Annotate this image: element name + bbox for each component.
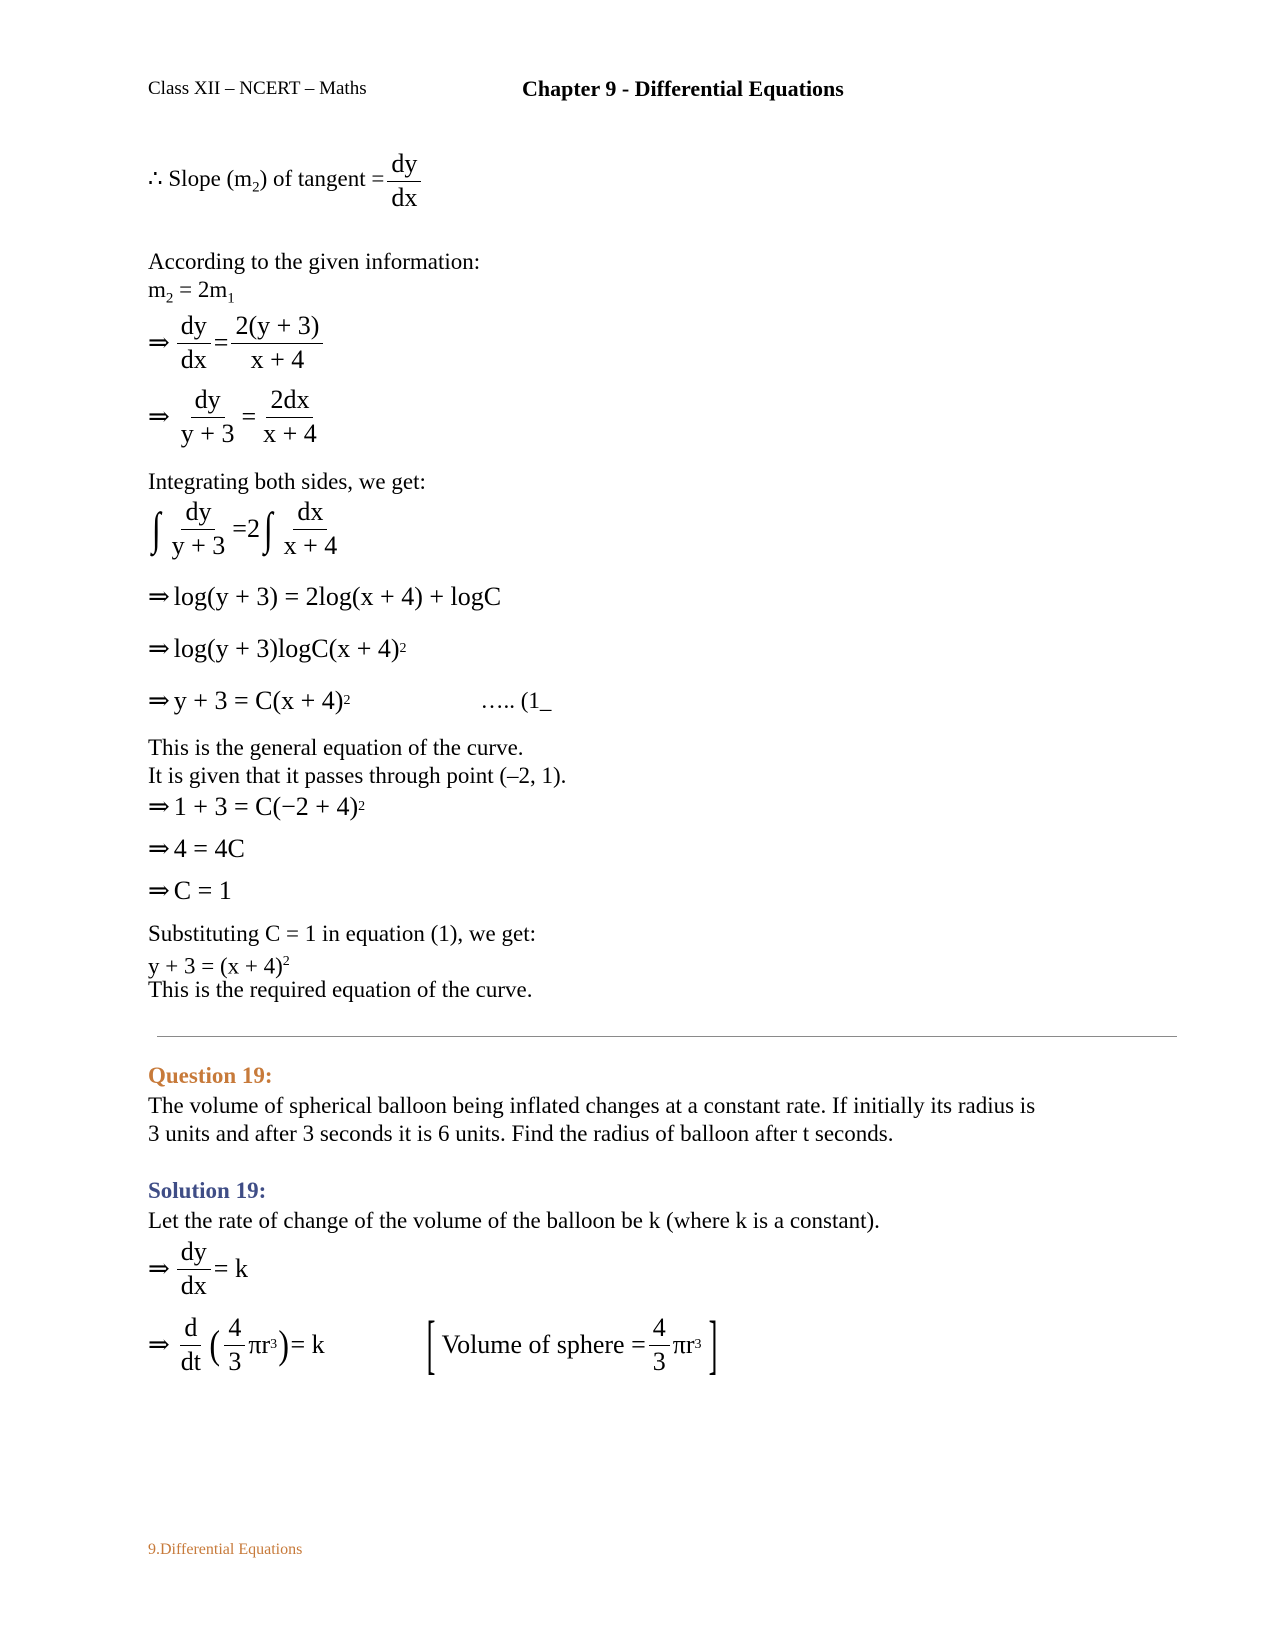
equation-slope-relation: ⇒ $\frac{dy}{dx}$ = $\frac{2(y + 3)}{x + 4}$: [148, 312, 326, 374]
solution-line-1: Let the rate of change of the volume of the balloon be k (where k is a constant).: [148, 1208, 880, 1233]
header-class-label: Class XII – NCERT – Maths: [148, 78, 367, 99]
question-line-2: 3 units and after 3 seconds it is 6 units. Find the radius of balloon after t seconds.: [148, 1121, 894, 1146]
equation-substitute-point: ⇒ 1 + 3 = C(−2 + 4) 2: [148, 792, 366, 821]
m-relation: $m_2 = 2m_1$: [148, 277, 235, 307]
integral-sign: ∫: [263, 503, 273, 555]
passes-point-text: It is given that it passes through point (–2, 1).: [148, 763, 567, 788]
footer-chapter: 9.Differential Equations: [148, 1541, 303, 1558]
implies-arrow: ⇒: [148, 402, 170, 432]
solution-heading: Solution 19:: [148, 1178, 267, 1203]
equation-4-eq-4c: ⇒ 4 = 4C: [148, 834, 245, 863]
required-equation-text: This is the required equation of the curve.: [148, 977, 533, 1002]
general-equation-text: This is the general equation of the curve.: [148, 735, 524, 760]
equation-rate-k: ⇒ $\frac{dy}{dx}$ = k: [148, 1237, 248, 1300]
section-divider: [157, 1036, 1177, 1037]
equation-general: ⇒ y + 3 = C(x + 4) 2 ….. (1_: [148, 686, 552, 715]
integrating-text: Integrating both sides, we get:: [148, 469, 426, 494]
equation-log-2: ⇒ log(y + 3)logC(x + 4) 2: [148, 634, 407, 663]
result-equation: $y + 3 = (x + 4)^2$: [148, 953, 290, 979]
header-chapter-title: Chapter 9 - Differential Equations: [522, 76, 844, 101]
slope-tangent-line: [148, 150, 424, 212]
integral-sign: ∫: [151, 503, 161, 555]
question-heading: Question 19:: [148, 1063, 273, 1088]
fraction-dy-dx: $\frac{dy}{dx}$: [387, 150, 421, 212]
implies-arrow: ⇒: [148, 328, 170, 358]
equation-integral: ∫ $\frac{dy}{y + 3}$ = 2 ∫ $\frac{dx}{x + 4}$: [151, 497, 338, 560]
equation-c-eq-1: ⇒ C = 1: [148, 876, 232, 905]
according-text: According to the given information:: [148, 249, 481, 274]
equation-separated: ⇒ $\frac{dy}{y + 3}$ = $\frac{2dx}{x + 4}$: [148, 385, 317, 448]
substituting-text: Substituting C = 1 in equation (1), we get:: [148, 921, 536, 946]
equation-reference: ….. (1_: [480, 688, 552, 713]
question-line-1: The volume of spherical balloon being inflated changes at a constant rate. If initially its radius is: [148, 1093, 1036, 1118]
equation-log-1: ⇒ log(y + 3) = 2log(x + 4) + logC: [148, 582, 502, 611]
slope-text: ∴ Slope $(m_2)$ of tangent =: [148, 165, 385, 196]
volume-of-sphere-note: [ Volume of sphere = $\frac{4}{3}$ πr 3 ]: [426, 1308, 717, 1381]
equation-volume-derivative: ⇒ $\frac{d}{dt}$ ( $\frac{4}{3}$ πr 3 ) = k [ Volume of sphere = $\frac{4}{3}$ πr 3 ]: [148, 1312, 724, 1378]
